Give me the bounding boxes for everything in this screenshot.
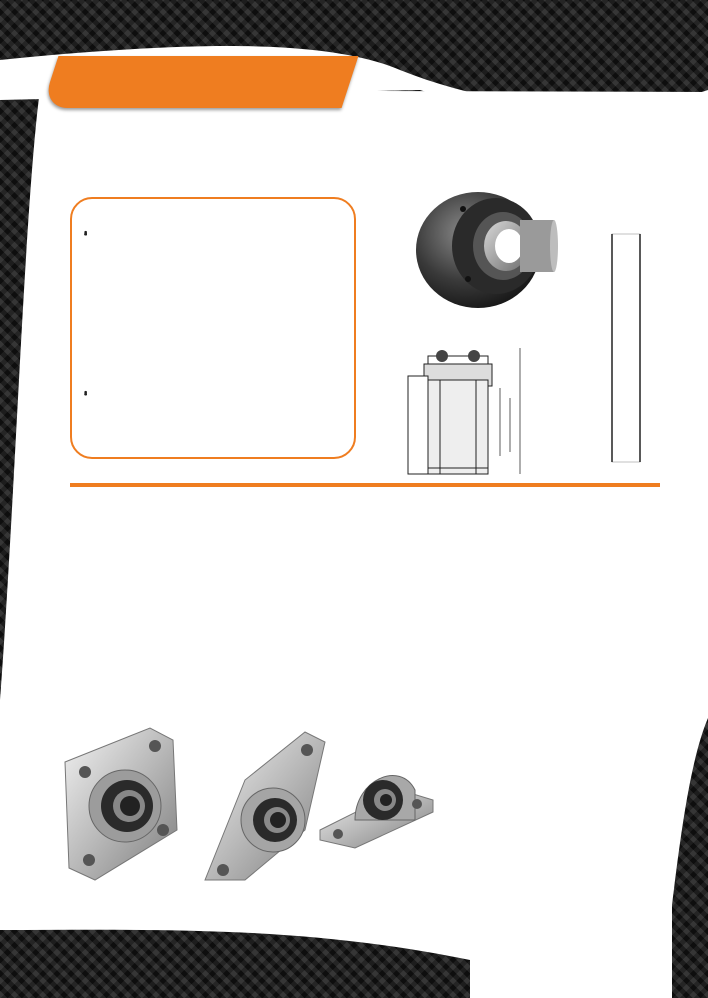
table-header-row — [70, 483, 660, 487]
temperature-scale — [570, 218, 680, 468]
ucf-housing-image — [65, 728, 177, 880]
col-housings — [472, 483, 660, 487]
section-drawing — [400, 336, 560, 476]
title-tab — [42, 56, 359, 108]
col-load350 — [332, 483, 402, 487]
specs-list — [84, 227, 346, 229]
col-load20 — [402, 483, 472, 487]
col-dint — [222, 483, 254, 487]
bearing-image — [408, 184, 558, 312]
ucfl-housing-image — [205, 732, 325, 880]
ucp-housing-image — [320, 776, 433, 848]
product-table — [70, 483, 660, 487]
product-images — [55, 720, 475, 920]
domain-list — [84, 387, 346, 389]
col-dext — [254, 483, 286, 487]
col-speed — [286, 483, 332, 487]
col-code — [70, 483, 222, 487]
specs-box — [70, 197, 356, 459]
